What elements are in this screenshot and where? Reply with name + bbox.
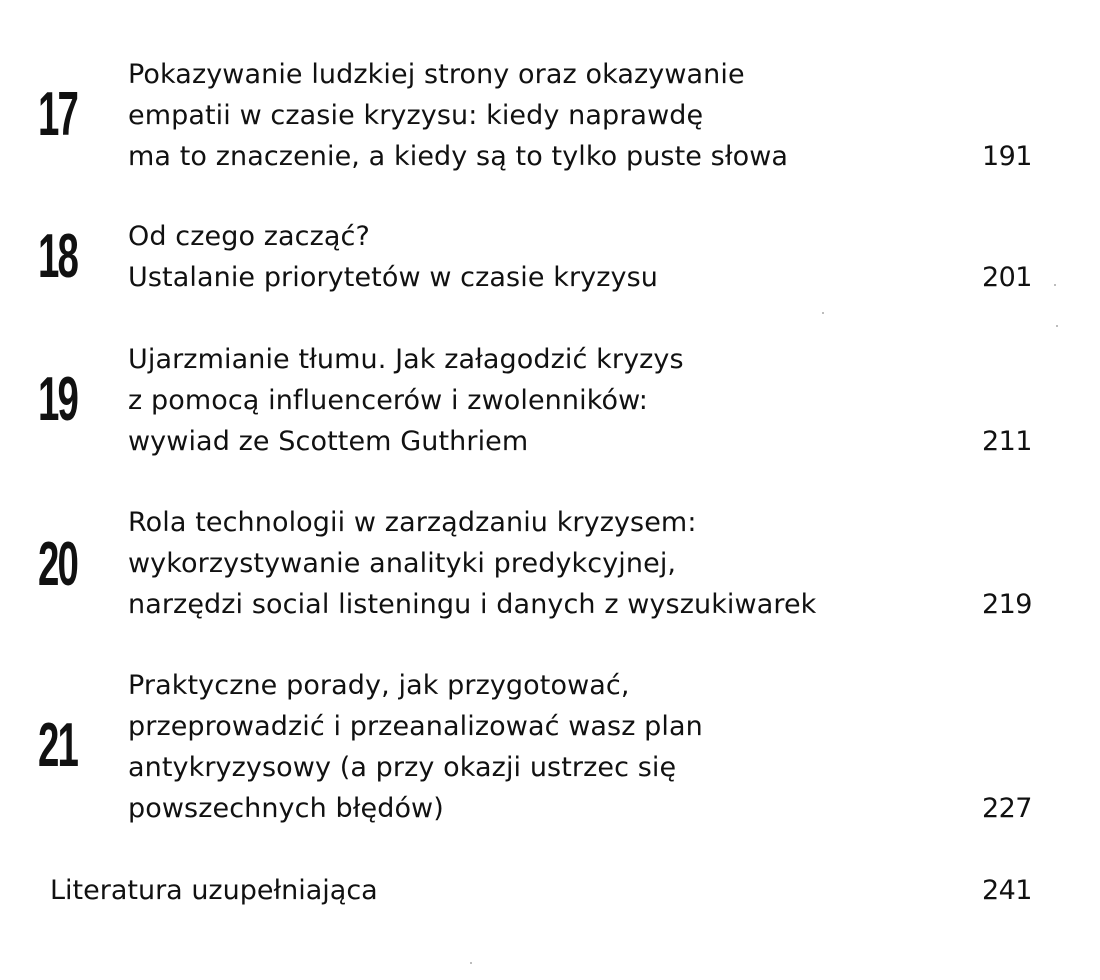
toc-entry-21[interactable] [0,665,1100,835]
title-line: empatii w czasie kryzysu: kiedy naprawdę [128,100,704,131]
toc-entry-appendix[interactable] [0,870,1100,911]
page-number: 241 [981,875,1032,906]
chapter-title [128,502,816,625]
chapter-title [128,665,703,829]
title-line: Ustalanie priorytetów w czasie kryzysu [128,262,658,293]
chapter-number: 21 [38,711,78,780]
scan-speck [1056,325,1058,327]
toc-entry-20[interactable] [0,502,1100,632]
title-line: z pomocą influencerów i zwolenników: [128,385,649,416]
page-number: 191 [981,141,1032,172]
toc-entry-17[interactable] [0,54,1100,184]
chapter-number: 20 [38,530,78,599]
chapter-number: 19 [38,365,78,434]
title-line: przeprowadzić i przeanalizować wasz plan [128,711,703,742]
scan-speck [470,962,472,964]
page-number: 201 [981,262,1032,293]
title-line: antykryzysowy (a przy okazji ustrzec się [128,752,677,783]
title-line: wywiad ze Scottem Guthriem [128,426,529,457]
title-line: Od czego zacząć? [128,221,370,252]
page-number: 219 [981,589,1032,620]
title-line: narzędzi social listeningu i danych z wyszukiwarek [128,589,817,620]
chapter-title [128,339,684,462]
title-line: Pokazywanie ludzkiej strony oraz okazywanie [128,59,745,90]
title-line: ma to znaczenie, a kiedy są to tylko puste słowa [128,141,789,172]
scan-speck [822,312,824,314]
chapter-number: 18 [38,222,78,291]
title-line: wykorzystywanie analityki predykcyjnej, [128,548,677,579]
page-number: 227 [981,793,1032,824]
toc-entry-18[interactable] [0,216,1100,306]
title-line: Praktyczne porady, jak przygotować, [128,670,630,701]
toc-entry-19[interactable] [0,339,1100,469]
appendix-title: Literatura uzupełniająca [50,875,378,906]
chapter-title [128,216,658,298]
page-number: 211 [981,426,1032,457]
scan-speck [1054,284,1056,286]
chapter-title [128,54,788,177]
title-line: Ujarzmianie tłumu. Jak załagodzić kryzys [128,344,684,375]
title-line: powszechnych błędów) [128,793,444,824]
title-line: Rola technologii w zarządzaniu kryzysem: [128,507,697,538]
chapter-number: 17 [38,80,78,149]
